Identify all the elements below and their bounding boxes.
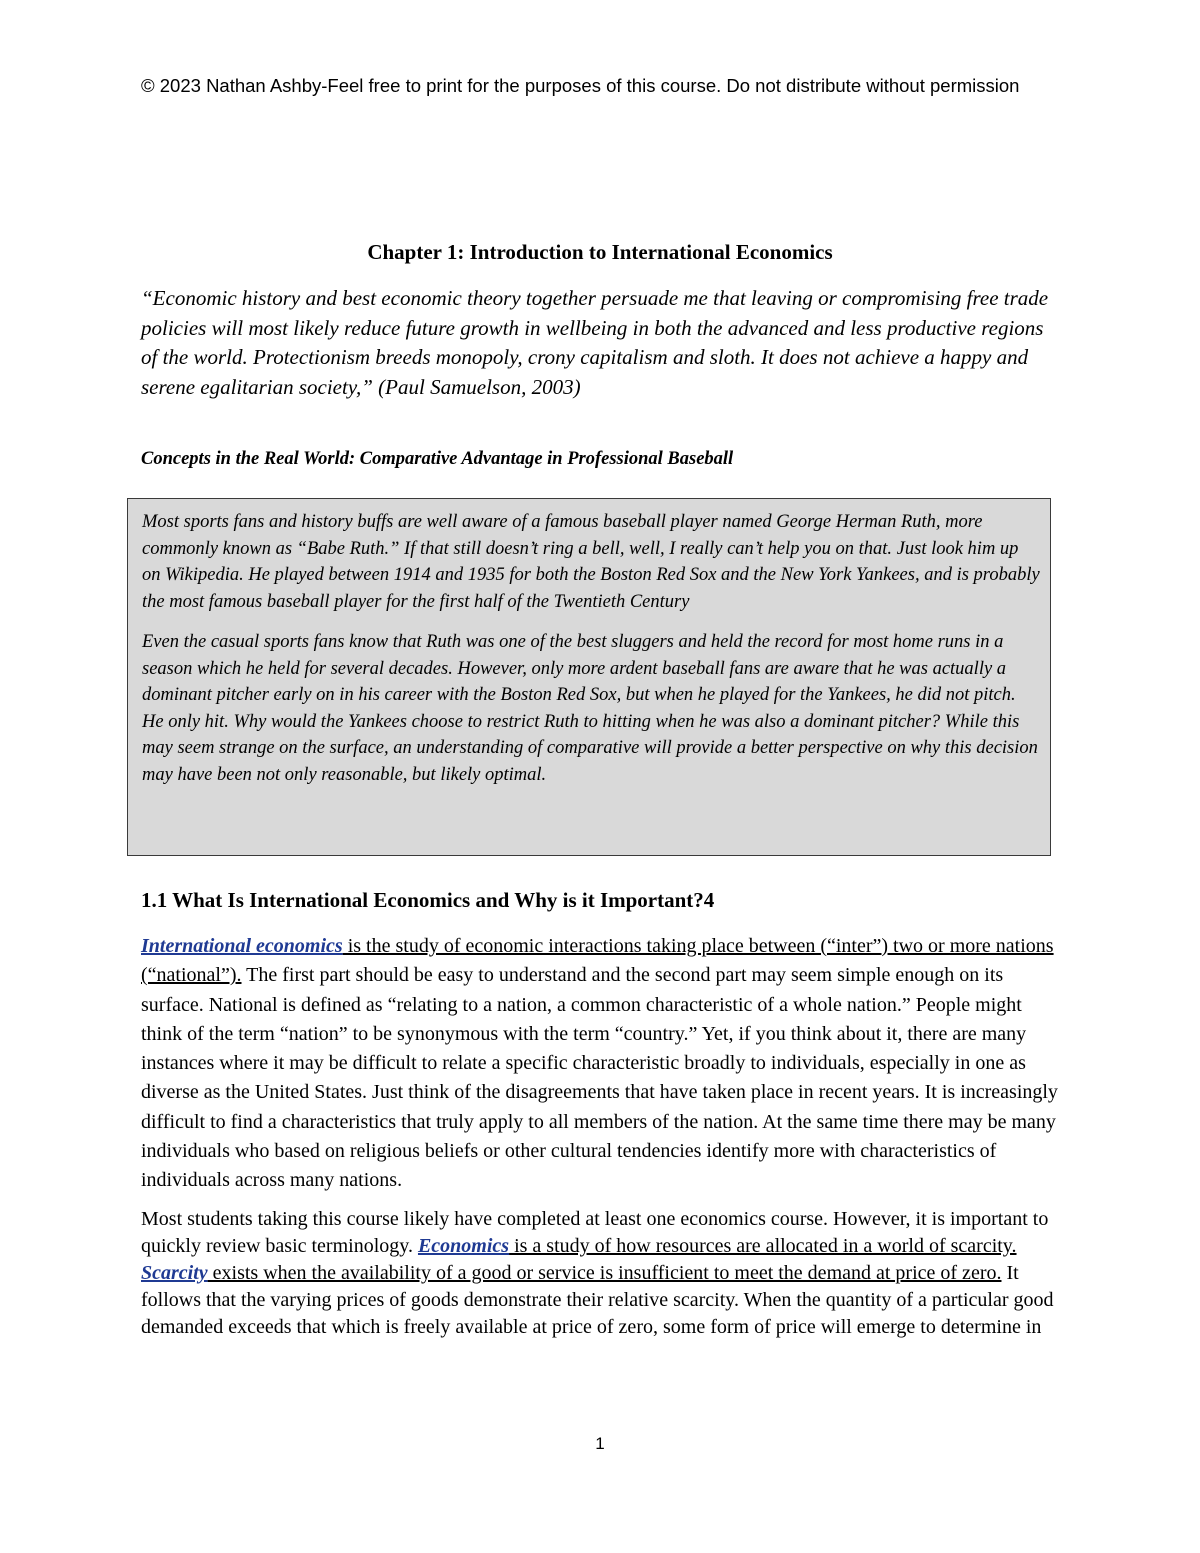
concepts-paragraph-1: Most sports fans and history buffs are well aware of a famous baseball player named George Herman Ruth, more commonly known as “Babe Ruth.” If that still doesn’t ring a bell, well, I really can’t help you on that. Just look him up on Wikipedia. He played between 1914 and 1935 for both the Boston Red Sox and the New York Yankees, and is probably the most famous baseball player for the first half of the Twentieth Century — [142, 512, 1040, 612]
definition-international-economics: is the study of economic interactions taking place between (“inter”) two or more nations (“national”). — [141, 935, 1054, 987]
body-paragraph-1 — [141, 932, 1061, 1196]
body-paragraph-2-text: It follows that the varying prices of goods demonstrate their relative scarcity. When the quantity of a particular good demanded exceeds that which is freely available at price of zero, some form of price will emerge to determine in — [141, 1262, 1054, 1339]
definition-economics: is a study of how resources are allocated in a world of scarcity. — [509, 1234, 1017, 1257]
copyright-header: © 2023 Nathan Ashby-Feel free to print for the purposes of this course. Do not distribute without permission — [141, 75, 1020, 96]
body-paragraph-1-text: The first part should be easy to understand and the second part may seem simple enough on its surface. National is defined as “relating to a nation, a common characteristic of a whole nation.” People might think of the term “nation” to be synonymous with the term “country.” Yet, if you think about it, there are many instances where it may be difficult to relate a specific characteristic broadly to individuals, especially in one as diverse as the United States. Just think of the disagreements that have taken place in recent years. It is increasingly difficult to find a characteristics that truly apply to all members of the nation. At the same time there may be many individuals who based on religious beliefs or other cultural tendencies identify more with characteristics of individuals across many nations. — [141, 964, 1058, 1192]
term-scarcity: Scarcity — [141, 1262, 208, 1285]
concepts-heading: Concepts in the Real World: Comparative Advantage in Professional Baseball — [141, 449, 734, 469]
epigraph-quote: “Economic history and best economic theory together persuade me that leaving or compromising free trade policies will most likely reduce future growth in wellbeing in both the advanced and less productive regions of the world. Protectionism breeds monopoly, crony capitalism and sloth. It does not achieve a happy and serene egalitarian society,” (Paul Samuelson, 2003) — [141, 286, 1049, 399]
term-economics: Economics — [417, 1234, 510, 1257]
term-international-economics: International economics — [141, 935, 343, 957]
body-paragraph-2-intro: Most students taking this course likely have completed at least one economics course. However, it is important to quickly review basic terminology. — [141, 1207, 1049, 1257]
concepts-paragraph-2: Even the casual sports fans know that Ruth was one of the best sluggers and held the record for most home runs in a season which he held for several decades. However, only more ardent baseball fans are aware that he was actually a dominant pitcher early on in his career with the Boston Red Sox, but when he played for the Yankees, he did not pitch. He only hit. Why would the Yankees choose to restrict Ruth to hitting when he was also a dominant pitcher? While this may seem strange on the surface, an understanding of comparative will provide a better perspective on why this decision may have been not only reasonable, but likely optimal. — [142, 632, 1038, 785]
section-heading: 1.1 What Is International Economics and Why is it Important?4 — [141, 888, 715, 912]
concepts-box — [127, 498, 1051, 856]
body-paragraph-2 — [141, 1206, 1061, 1342]
chapter-title: Chapter 1: Introduction to International Economics — [367, 240, 833, 264]
section-body — [141, 932, 1061, 1352]
page-number: 1 — [595, 1434, 605, 1453]
definition-scarcity: exists when the availability of a good or service is insufficient to meet the demand at price of zero. — [207, 1262, 1002, 1285]
